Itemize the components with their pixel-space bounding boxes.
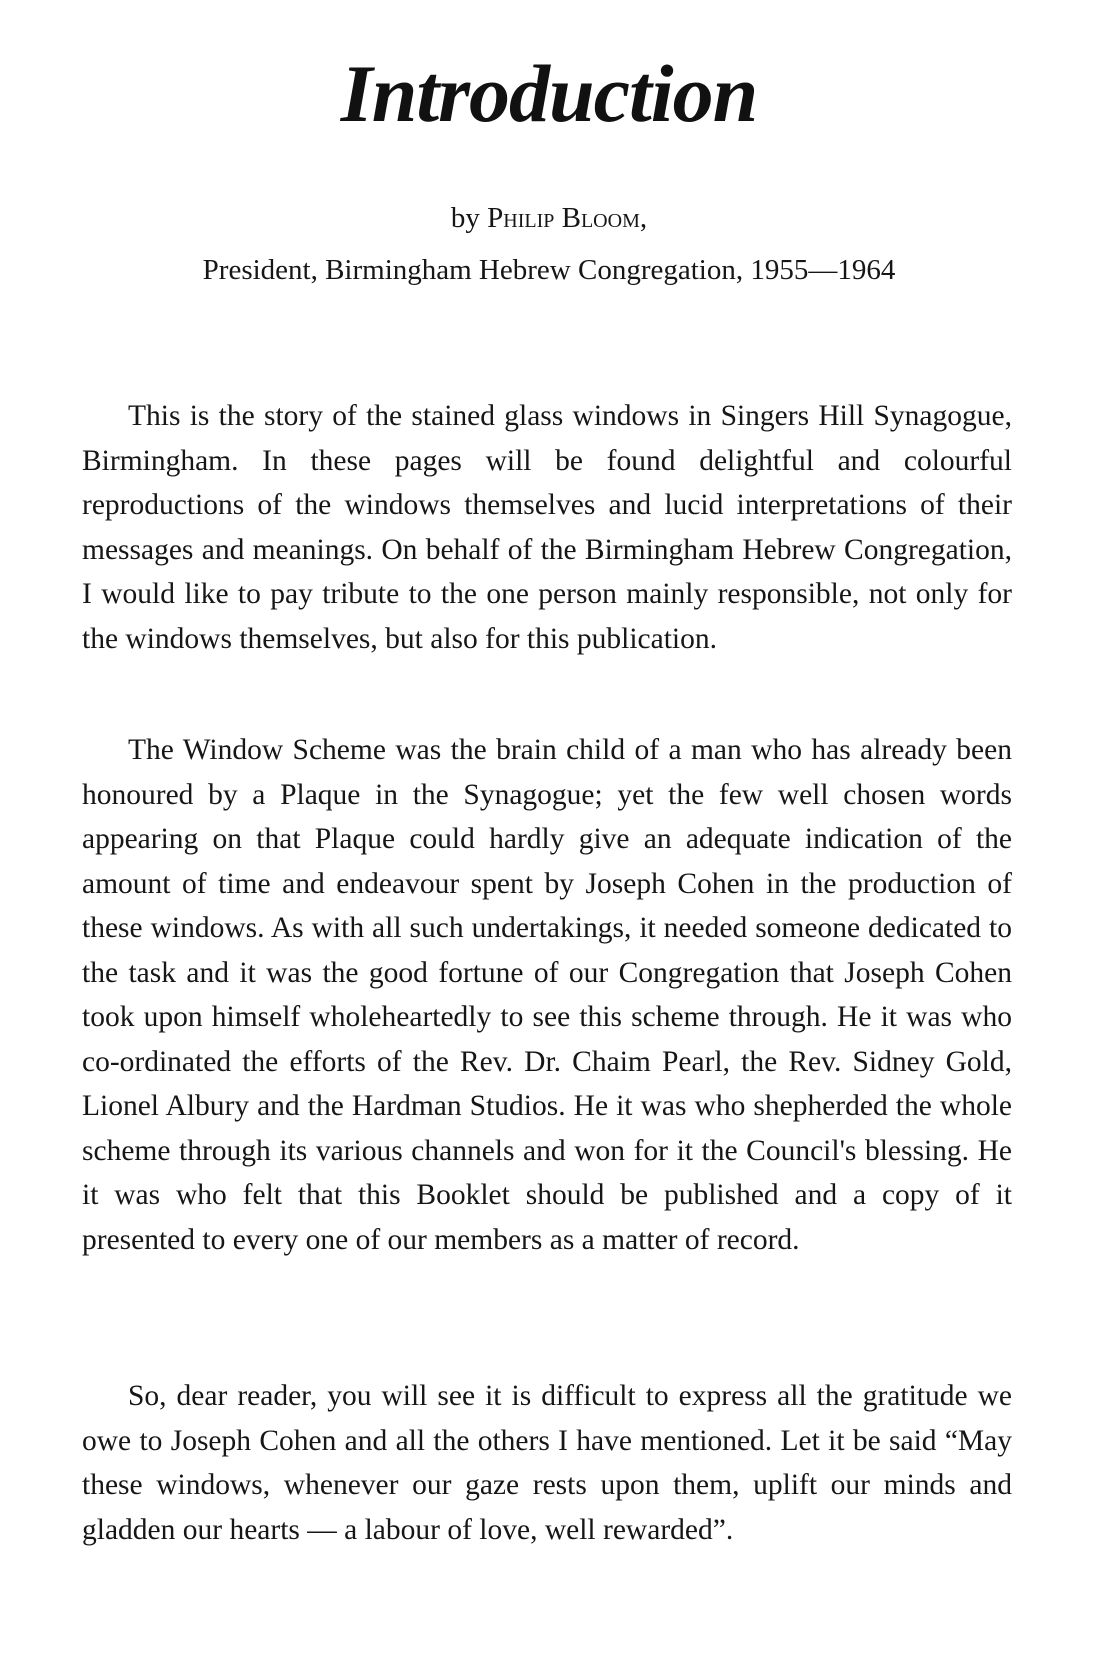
author-name: Philip Bloom, <box>487 202 648 234</box>
page-title: Introduction <box>340 48 758 139</box>
paragraph: This is the story of the stained glass windows in Singers Hill Synagogue, Birmingham. In these pages will be found delightful and colourful reproductions of the windows themselves and lucid interpretations of their messages and meanings. On behalf of the Birmingham Hebrew Congregation, I would like to pay tribute to the one person mainly responsible, not only for the windows themselves, but also for this publication. <box>82 400 1012 655</box>
byline-prefix: by <box>450 202 480 234</box>
paragraph: The Window Scheme was the brain child of a man who has already been honoured by a Plaque in the Synagogue; yet the few well chosen words appearing on that Plaque could hardly give an adequate indication of the amount of time and endeavour spent by Joseph Cohen in the production of these windows. As with all such undertakings, it needed someone dedicated to the task and it was the good fortune of our Congregation that Joseph Cohen took upon himself wholeheartedly to see this scheme through. He it was who co-ordinated the efforts of the Rev. Dr. Chaim Pearl, the Rev. Sidney Gold, Lionel Albury and the Hardman Studios. He it was who shepherded the whole scheme through its various channels and won for it the Council's blessing. He it was who felt that this Booklet should be published and a copy of it presented to every one of our members as a matter of record. <box>82 734 1012 1256</box>
author-affiliation: President, Birmingham Hebrew Congregation, 1955—1964 <box>202 254 896 286</box>
paragraph: So, dear reader, you will see it is difficult to express all the gratitude we owe to Joseph Cohen and all the others I have mentioned. Let it be said “May these windows, whenever our gaze rests upon them, uplift our minds and gladden our hearts — a labour of love, well rewarded”. <box>82 1380 1012 1546</box>
byline <box>0 200 1098 236</box>
